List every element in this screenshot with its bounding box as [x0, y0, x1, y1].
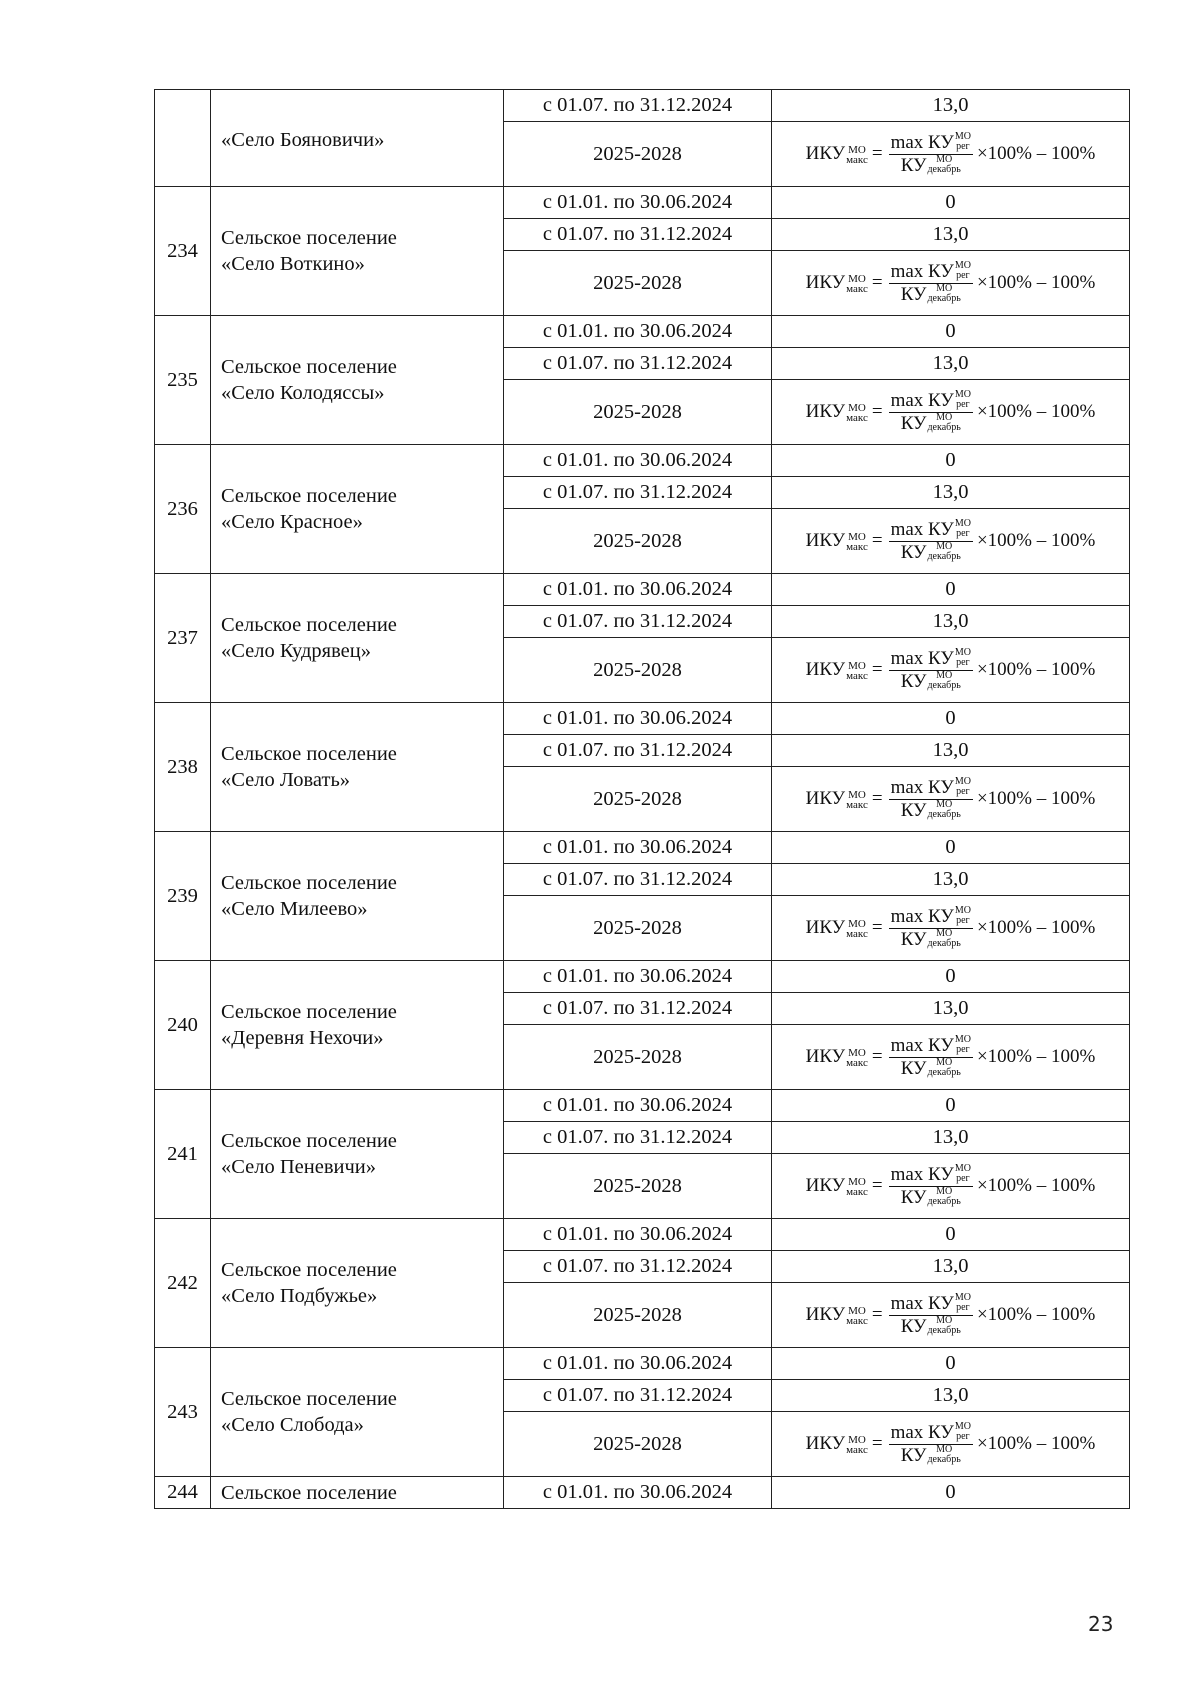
formula-lhs: ИКУ — [805, 401, 846, 422]
formula-tail: ×100% – 100% — [976, 272, 1096, 293]
value-cell: 0 — [772, 1219, 1130, 1251]
period-cell: с 01.07. по 31.12.2024 — [504, 90, 772, 122]
formula-lhs: ИКУ — [805, 1433, 846, 1454]
formula-numerator: max КУ — [890, 776, 954, 798]
formula-lhs-sup: МО — [848, 1305, 866, 1317]
settlement-name-cell — [211, 316, 504, 445]
period-cell: 2025-2028 — [504, 1025, 772, 1090]
formula-num-sub: рег — [956, 269, 970, 281]
value-cell: 13,0 — [772, 219, 1130, 251]
formula-den-sub: декабрь — [927, 1195, 961, 1207]
value-cell: 0 — [772, 316, 1130, 348]
formula-num-sup: МО — [954, 388, 971, 400]
formula-den-sub: декабрь — [927, 1324, 961, 1336]
period-cell: 2025-2028 — [504, 1154, 772, 1219]
formula-den-sub: декабрь — [927, 421, 961, 433]
tariff-table — [154, 89, 1130, 1509]
row-number-cell — [155, 90, 211, 187]
formula-den-sub: декабрь — [927, 1453, 961, 1465]
period-cell: с 01.07. по 31.12.2024 — [504, 477, 772, 509]
period-cell: с 01.07. по 31.12.2024 — [504, 1380, 772, 1412]
formula-num-sup: МО — [954, 904, 971, 916]
formula-lhs-sup: МО — [848, 1047, 866, 1059]
formula-lhs: ИКУ — [805, 917, 846, 938]
formula-numerator: max КУ — [890, 260, 954, 282]
formula-num-sub: рег — [956, 1430, 970, 1442]
value-cell: 13,0 — [772, 1122, 1130, 1154]
period-cell: 2025-2028 — [504, 896, 772, 961]
formula-fraction — [889, 648, 973, 693]
period-cell: с 01.01. по 30.06.2024 — [504, 703, 772, 735]
formula-lhs-sub: макс — [846, 1057, 868, 1069]
table-row — [155, 1090, 1130, 1122]
settlement-type: Сельское поселение — [221, 485, 397, 507]
formula-numerator: max КУ — [890, 1163, 954, 1185]
formula-num-sup: МО — [954, 1291, 971, 1303]
period-cell: с 01.07. по 31.12.2024 — [504, 1251, 772, 1283]
period-cell: 2025-2028 — [504, 122, 772, 187]
row-235-formula — [806, 390, 1096, 435]
formula-num-sub: рег — [956, 1301, 970, 1313]
formula-tail: ×100% – 100% — [976, 788, 1096, 809]
formula-den-sub: декабрь — [927, 937, 961, 949]
settlement-name: «Село Слобода» — [221, 1414, 364, 1436]
row-239-formula — [806, 906, 1096, 951]
table-row — [155, 703, 1130, 735]
formula-num-sub: рег — [956, 527, 970, 539]
settlement-type: Сельское поселение — [221, 1001, 397, 1023]
formula-lhs-sub: макс — [846, 799, 868, 811]
formula-tail: ×100% – 100% — [976, 1304, 1096, 1325]
table-row — [155, 961, 1130, 993]
formula-tail: ×100% – 100% — [976, 401, 1096, 422]
formula-num-sub: рег — [956, 914, 970, 926]
formula-den-sup: МО — [936, 540, 953, 552]
formula-num-sup: МО — [954, 775, 971, 787]
row-number-cell: 239 — [155, 832, 211, 961]
formula-cell — [772, 896, 1130, 961]
formula-cell — [772, 122, 1130, 187]
formula-lhs: ИКУ — [805, 530, 846, 551]
row-number-cell: 241 — [155, 1090, 211, 1219]
formula-den-sub: декабрь — [927, 1066, 961, 1078]
formula-num-sub: рег — [956, 1172, 970, 1184]
formula-denominator: КУ — [900, 1315, 927, 1337]
period-cell: 2025-2028 — [504, 380, 772, 445]
row-number-cell: 234 — [155, 187, 211, 316]
formula-fraction — [889, 132, 973, 177]
formula-numerator: max КУ — [890, 905, 954, 927]
formula-lhs: ИКУ — [805, 1175, 846, 1196]
formula-lhs-sup: МО — [848, 531, 866, 543]
formula-num-sub: рег — [956, 398, 970, 410]
value-cell: 0 — [772, 187, 1130, 219]
formula-eq: = — [871, 530, 883, 551]
formula-tail: ×100% – 100% — [976, 1433, 1096, 1454]
formula-eq: = — [871, 272, 883, 293]
table-row — [155, 90, 1130, 122]
formula-denominator: КУ — [900, 283, 927, 305]
period-cell: 2025-2028 — [504, 251, 772, 316]
settlement-type: Сельское поселение — [221, 872, 397, 894]
formula-denominator: КУ — [900, 1057, 927, 1079]
period-cell: 2025-2028 — [504, 1283, 772, 1348]
formula-cell — [772, 1412, 1130, 1477]
value-cell: 0 — [772, 1090, 1130, 1122]
settlement-name-cell: Сельское поселение — [211, 1477, 504, 1509]
row-number-cell: 244 — [155, 1477, 211, 1509]
period-cell: с 01.07. по 31.12.2024 — [504, 735, 772, 767]
period-cell: с 01.07. по 31.12.2024 — [504, 864, 772, 896]
formula-numerator: max КУ — [890, 518, 954, 540]
period-cell: с 01.07. по 31.12.2024 — [504, 606, 772, 638]
settlement-type: Сельское поселение — [221, 1130, 397, 1152]
formula-num-sub: рег — [956, 140, 970, 152]
formula-den-sup: МО — [936, 1185, 953, 1197]
formula-fraction — [889, 1035, 973, 1080]
formula-den-sup: МО — [936, 1314, 953, 1326]
formula-lhs: ИКУ — [805, 1046, 846, 1067]
formula-lhs-sup: МО — [848, 1176, 866, 1188]
value-cell: 13,0 — [772, 1380, 1130, 1412]
formula-lhs-sub: макс — [846, 1186, 868, 1198]
formula-cell — [772, 251, 1130, 316]
row-237-formula — [806, 648, 1096, 693]
row-number-cell: 238 — [155, 703, 211, 832]
period-cell: с 01.01. по 30.06.2024 — [504, 187, 772, 219]
value-cell: 13,0 — [772, 864, 1130, 896]
settlement-name-cell — [211, 961, 504, 1090]
row-243-formula — [806, 1422, 1096, 1467]
row-236-formula — [806, 519, 1096, 564]
settlement-name: «Деревня Нехочи» — [221, 1027, 384, 1049]
settlement-name-cell — [211, 187, 504, 316]
row-242-formula — [806, 1293, 1096, 1338]
formula-numerator: max КУ — [890, 1034, 954, 1056]
formula-tail: ×100% – 100% — [976, 1175, 1096, 1196]
value-cell: 13,0 — [772, 348, 1130, 380]
formula-cell — [772, 1283, 1130, 1348]
settlement-name: «Село Милеево» — [221, 898, 368, 920]
tariff-table-body — [155, 90, 1130, 1509]
formula-denominator: КУ — [900, 1444, 927, 1466]
settlement-type: Сельское поселение — [221, 743, 397, 765]
formula-lhs-sub: макс — [846, 541, 868, 553]
settlement-type: Сельское поселение — [221, 356, 397, 378]
formula-den-sup: МО — [936, 1056, 953, 1068]
formula-lhs-sup: МО — [848, 273, 866, 285]
row-234-formula — [806, 261, 1096, 306]
settlement-name: «Село Подбужье» — [221, 1285, 378, 1307]
formula-eq: = — [871, 917, 883, 938]
formula-eq: = — [871, 1175, 883, 1196]
formula-tail: ×100% – 100% — [976, 143, 1096, 164]
formula-numerator: max КУ — [890, 1421, 954, 1443]
period-cell: с 01.07. по 31.12.2024 — [504, 348, 772, 380]
settlement-name-cell — [211, 574, 504, 703]
formula-eq: = — [871, 1304, 883, 1325]
formula-numerator: max КУ — [890, 647, 954, 669]
formula-den-sup: МО — [936, 1443, 953, 1455]
settlement-name-cell — [211, 1090, 504, 1219]
formula-eq: = — [871, 1046, 883, 1067]
formula-eq: = — [871, 143, 883, 164]
formula-den-sup: МО — [936, 669, 953, 681]
formula-numerator: max КУ — [890, 1292, 954, 1314]
period-cell: с 01.01. по 30.06.2024 — [504, 832, 772, 864]
formula-lhs-sup: МО — [848, 789, 866, 801]
formula-denominator: КУ — [900, 541, 927, 563]
formula-den-sub: декабрь — [927, 550, 961, 562]
period-cell: с 01.01. по 30.06.2024 — [504, 1477, 772, 1509]
value-cell: 13,0 — [772, 993, 1130, 1025]
row-number-cell: 242 — [155, 1219, 211, 1348]
table-row — [155, 187, 1130, 219]
row-number-cell: 235 — [155, 316, 211, 445]
formula-lhs: ИКУ — [805, 1304, 846, 1325]
formula-cell — [772, 380, 1130, 445]
formula-eq: = — [871, 659, 883, 680]
formula-lhs: ИКУ — [805, 143, 846, 164]
value-cell: 13,0 — [772, 606, 1130, 638]
formula-den-sub: декабрь — [927, 808, 961, 820]
table-row — [155, 316, 1130, 348]
formula-eq: = — [871, 401, 883, 422]
value-cell: 0 — [772, 1477, 1130, 1509]
formula-denominator: КУ — [900, 928, 927, 950]
row-241-formula — [806, 1164, 1096, 1209]
formula-cell — [772, 767, 1130, 832]
settlement-name: «Село Бояновичи» — [221, 128, 385, 151]
value-cell: 0 — [772, 832, 1130, 864]
formula-denominator: КУ — [900, 154, 927, 176]
formula-lhs-sub: макс — [846, 928, 868, 940]
formula-lhs-sub: макс — [846, 412, 868, 424]
value-cell: 13,0 — [772, 477, 1130, 509]
formula-denominator: КУ — [900, 412, 927, 434]
formula-fraction — [889, 519, 973, 564]
formula-den-sup: МО — [936, 927, 953, 939]
formula-num-sup: МО — [954, 1420, 971, 1432]
formula-lhs-sup: МО — [848, 918, 866, 930]
table-row — [155, 1348, 1130, 1380]
formula-num-sup: МО — [954, 1162, 971, 1174]
formula-den-sub: декабрь — [927, 163, 961, 175]
value-cell: 0 — [772, 703, 1130, 735]
formula-denominator: КУ — [900, 799, 927, 821]
table-row — [155, 445, 1130, 477]
formula-den-sup: МО — [936, 282, 953, 294]
first-row-formula — [806, 132, 1096, 177]
formula-eq: = — [871, 788, 883, 809]
value-cell: 13,0 — [772, 735, 1130, 767]
settlement-type: Сельское поселение — [221, 614, 397, 636]
formula-tail: ×100% – 100% — [976, 530, 1096, 551]
formula-cell — [772, 1154, 1130, 1219]
period-cell: с 01.01. по 30.06.2024 — [504, 1090, 772, 1122]
settlement-name: «Село Колодяссы» — [221, 382, 385, 404]
formula-fraction — [889, 906, 973, 951]
value-cell: 0 — [772, 574, 1130, 606]
formula-lhs: ИКУ — [805, 788, 846, 809]
settlement-name-cell — [211, 1219, 504, 1348]
table-row — [155, 1219, 1130, 1251]
formula-cell — [772, 509, 1130, 574]
formula-lhs-sub: макс — [846, 1315, 868, 1327]
settlement-type: Сельское поселение — [221, 227, 397, 249]
period-cell: 2025-2028 — [504, 638, 772, 703]
formula-den-sub: декабрь — [927, 679, 961, 691]
table-row — [155, 1477, 1130, 1509]
formula-fraction — [889, 1293, 973, 1338]
formula-cell — [772, 1025, 1130, 1090]
settlement-name: «Село Ловать» — [221, 769, 351, 791]
formula-num-sup: МО — [954, 1033, 971, 1045]
formula-fraction — [889, 777, 973, 822]
formula-numerator: max КУ — [890, 389, 954, 411]
value-cell: 0 — [772, 961, 1130, 993]
formula-denominator: КУ — [900, 670, 927, 692]
period-cell: с 01.01. по 30.06.2024 — [504, 445, 772, 477]
formula-numerator: max КУ — [890, 131, 954, 153]
settlement-name: «Село Воткино» — [221, 253, 365, 275]
formula-lhs-sup: МО — [848, 660, 866, 672]
settlement-name-cell — [211, 1348, 504, 1477]
settlement-name-cell — [211, 832, 504, 961]
period-cell: с 01.01. по 30.06.2024 — [504, 574, 772, 606]
settlement-name-cell — [211, 703, 504, 832]
row-240-formula — [806, 1035, 1096, 1080]
value-cell: 0 — [772, 1348, 1130, 1380]
row-number-cell: 236 — [155, 445, 211, 574]
formula-lhs-sup: МО — [848, 1434, 866, 1446]
formula-cell — [772, 638, 1130, 703]
formula-fraction — [889, 261, 973, 306]
page-number: 23 — [1088, 1612, 1114, 1636]
formula-num-sub: рег — [956, 656, 970, 668]
formula-lhs-sub: макс — [846, 283, 868, 295]
settlement-type: Сельское поселение — [221, 1259, 397, 1281]
period-cell: 2025-2028 — [504, 509, 772, 574]
formula-den-sup: МО — [936, 798, 953, 810]
formula-num-sup: МО — [954, 130, 971, 142]
period-cell: с 01.01. по 30.06.2024 — [504, 961, 772, 993]
table-row — [155, 832, 1130, 864]
formula-eq: = — [871, 1433, 883, 1454]
formula-tail: ×100% – 100% — [976, 1046, 1096, 1067]
formula-tail: ×100% – 100% — [976, 917, 1096, 938]
period-cell: 2025-2028 — [504, 1412, 772, 1477]
settlement-name: «Село Пеневичи» — [221, 1156, 377, 1178]
settlement-type: Сельское поселение — [221, 1388, 397, 1410]
period-cell: 2025-2028 — [504, 767, 772, 832]
formula-lhs-sub: макс — [846, 154, 868, 166]
formula-num-sup: МО — [954, 259, 971, 271]
formula-lhs-sup: МО — [848, 144, 866, 156]
formula-fraction — [889, 390, 973, 435]
period-cell: с 01.01. по 30.06.2024 — [504, 1219, 772, 1251]
formula-den-sup: МО — [936, 153, 953, 165]
formula-lhs: ИКУ — [805, 659, 846, 680]
formula-num-sup: МО — [954, 517, 971, 529]
period-cell: с 01.07. по 31.12.2024 — [504, 993, 772, 1025]
settlement-name: «Село Красное» — [221, 511, 363, 533]
settlement-name-cell — [211, 90, 504, 187]
formula-num-sub: рег — [956, 1043, 970, 1055]
formula-num-sub: рег — [956, 785, 970, 797]
settlement-name-cell — [211, 445, 504, 574]
formula-tail: ×100% – 100% — [976, 659, 1096, 680]
row-number-cell: 237 — [155, 574, 211, 703]
settlement-name: «Село Кудрявец» — [221, 640, 371, 662]
formula-lhs: ИКУ — [805, 272, 846, 293]
period-cell: с 01.01. по 30.06.2024 — [504, 1348, 772, 1380]
table-row — [155, 574, 1130, 606]
formula-den-sub: декабрь — [927, 292, 961, 304]
formula-lhs-sup: МО — [848, 402, 866, 414]
row-238-formula — [806, 777, 1096, 822]
period-cell: с 01.07. по 31.12.2024 — [504, 1122, 772, 1154]
formula-num-sup: МО — [954, 646, 971, 658]
period-cell: с 01.01. по 30.06.2024 — [504, 316, 772, 348]
value-cell: 0 — [772, 445, 1130, 477]
period-cell: с 01.07. по 31.12.2024 — [504, 219, 772, 251]
formula-fraction — [889, 1164, 973, 1209]
row-number-cell: 243 — [155, 1348, 211, 1477]
formula-denominator: КУ — [900, 1186, 927, 1208]
formula-lhs-sub: макс — [846, 670, 868, 682]
formula-lhs-sub: макс — [846, 1444, 868, 1456]
formula-fraction — [889, 1422, 973, 1467]
value-cell: 13,0 — [772, 1251, 1130, 1283]
value-cell: 13,0 — [772, 90, 1130, 122]
formula-den-sup: МО — [936, 411, 953, 423]
row-number-cell: 240 — [155, 961, 211, 1090]
